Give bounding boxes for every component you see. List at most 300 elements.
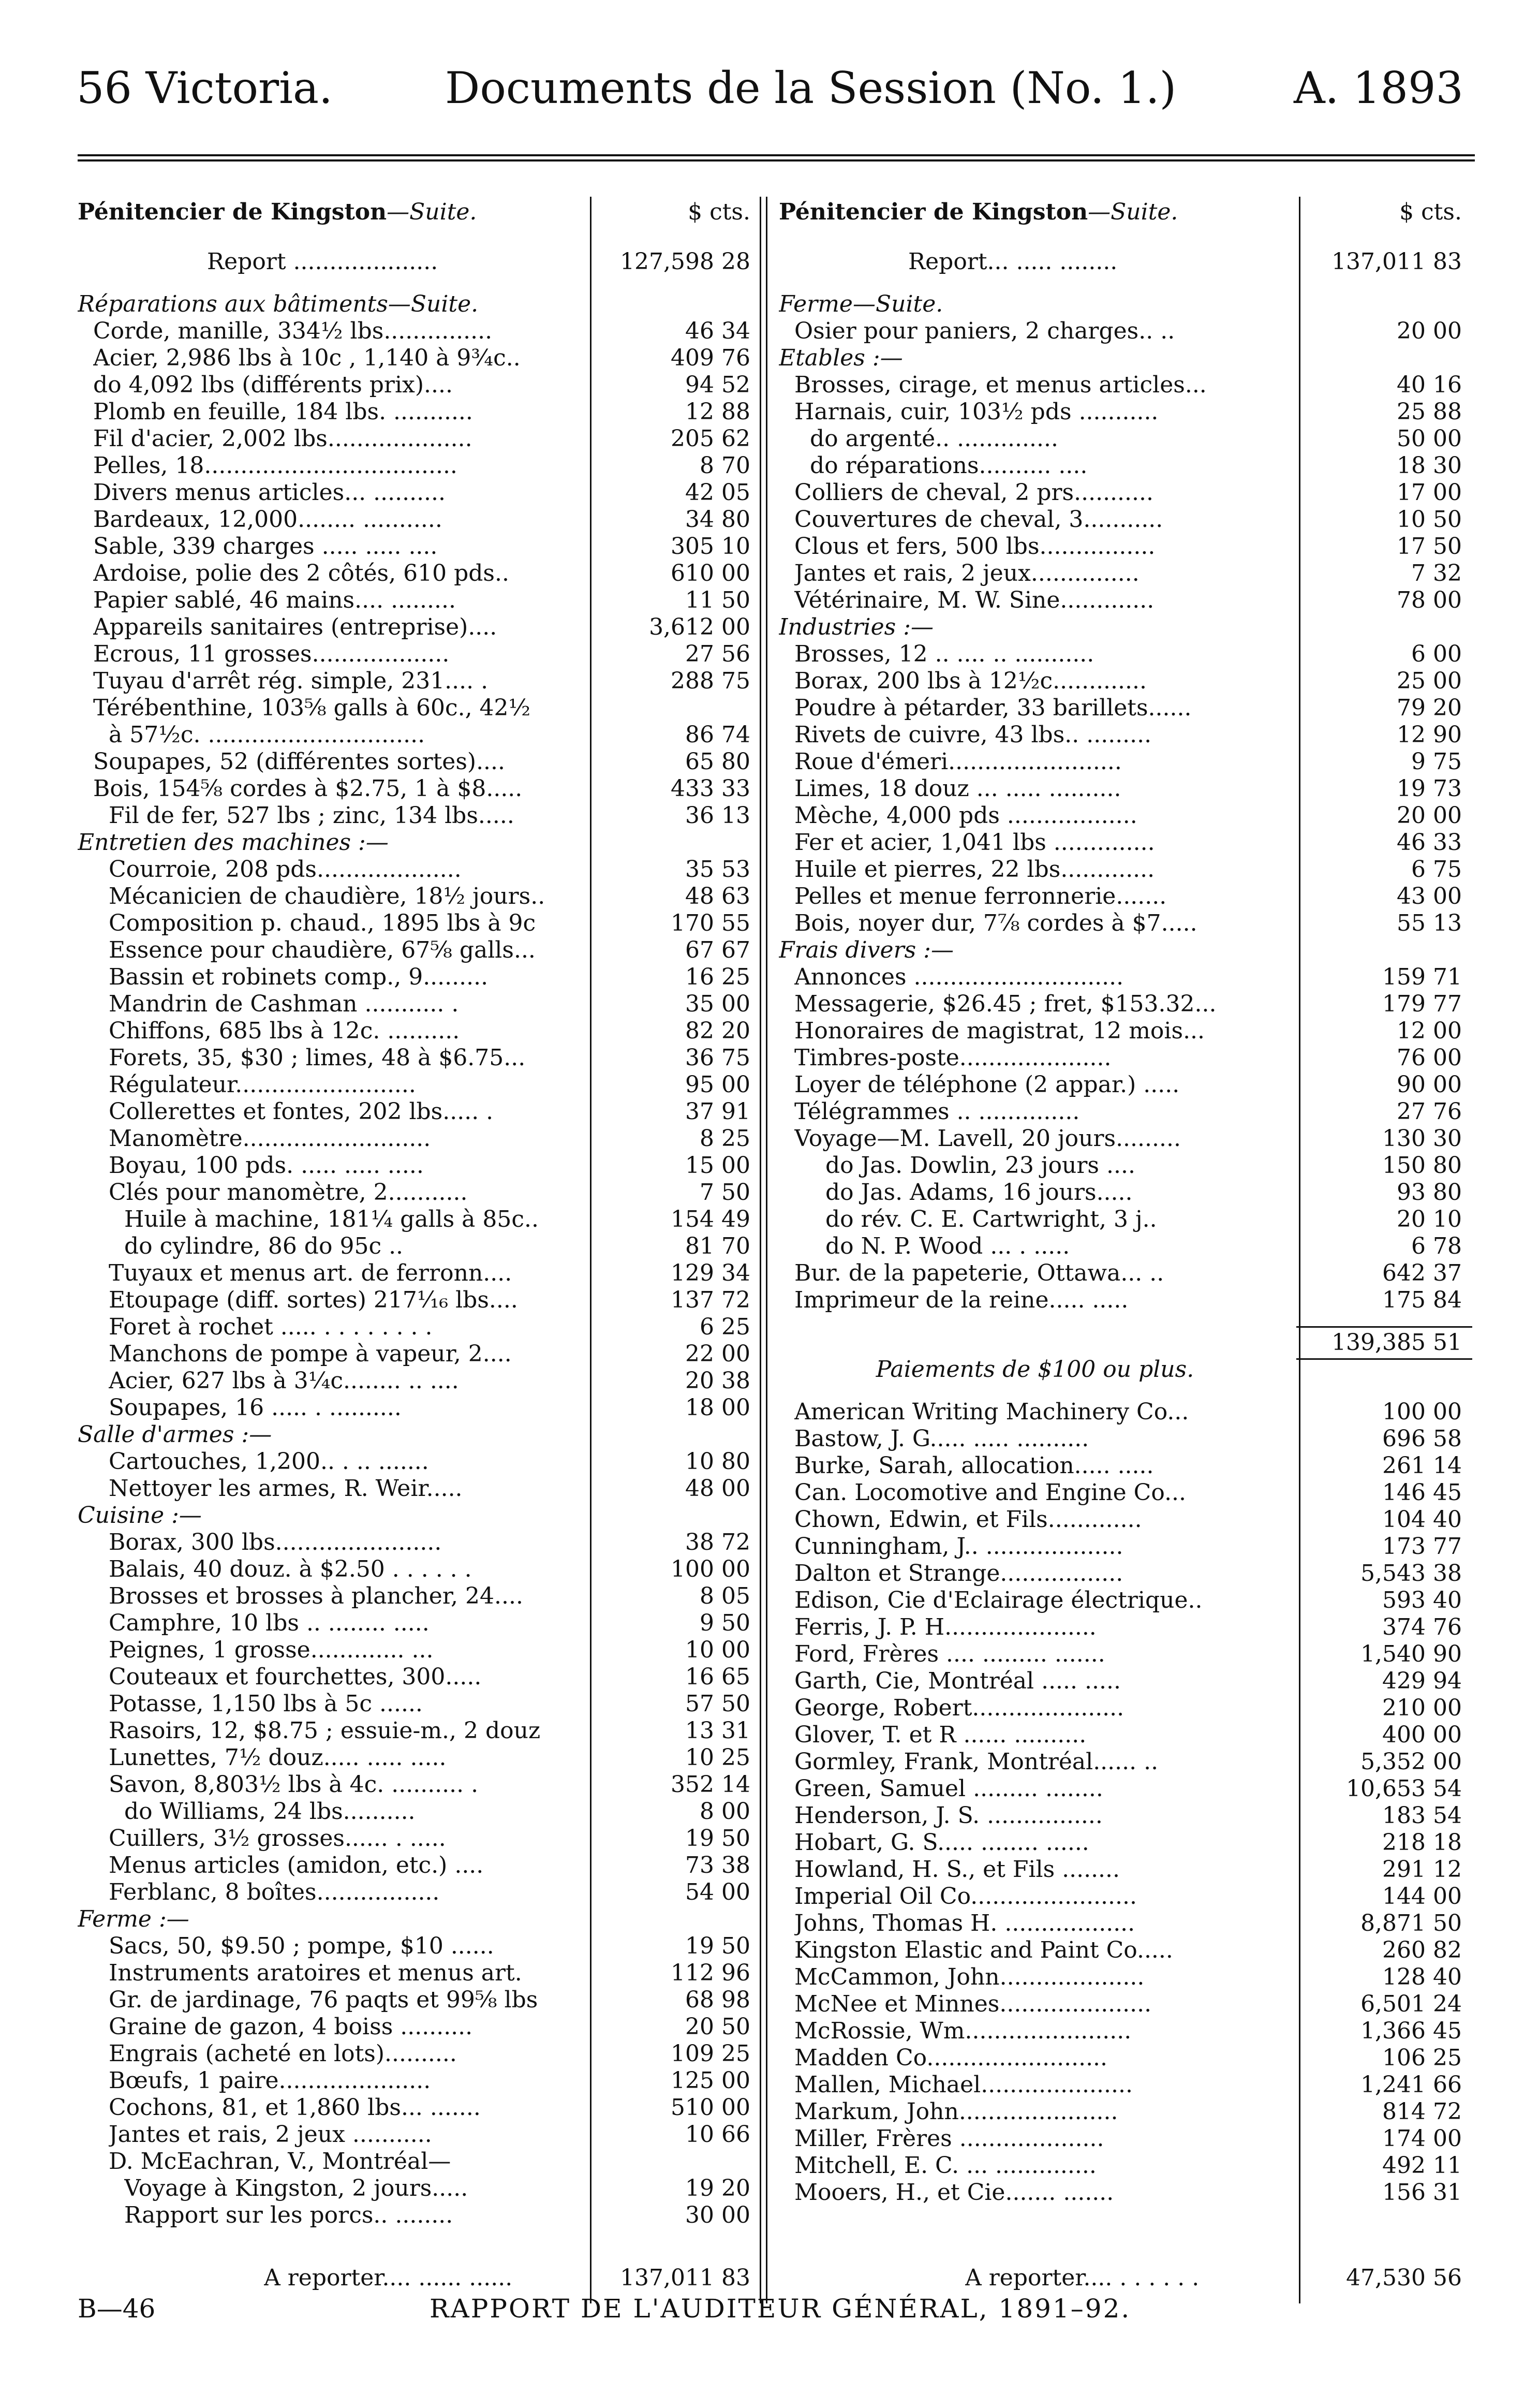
row-label: Gr. de jardinage, 76 paqts et 99⅝ lbs: [109, 1987, 538, 2013]
ledger-row: [78, 1233, 771, 1260]
row-amount: 130 30: [1382, 1125, 1462, 1152]
row-label: Bois, 154⅝ cordes à $2.75, 1 à $8.....: [93, 775, 523, 802]
row-label: Fil de fer, 527 lbs ; zinc, 134 lbs.....: [109, 802, 514, 829]
row-amount: 125 00: [671, 2067, 750, 2094]
row-label: Limes, 18 douz ... ..... ..........: [794, 775, 1121, 802]
center-divider-a: [760, 197, 761, 2303]
row-label: Pelles, 18...................................: [93, 452, 457, 479]
ledger-row: [779, 1426, 1472, 1452]
row-label: Boyau, 100 pds. ..... ..... .....: [109, 1152, 424, 1179]
row-label: Kingston Elastic and Paint Co.....: [794, 1937, 1173, 1963]
row-amount: 492 11: [1382, 2152, 1462, 2179]
row-amount: 95 00: [685, 1071, 750, 1098]
row-label: Madden Co.........................: [794, 2045, 1108, 2071]
row-label: Bastow, J. G..... ..... ..........: [794, 1426, 1089, 1452]
ledger-row: [78, 1394, 771, 1421]
ledger-row: [78, 1368, 771, 1394]
row-label: Brosses, cirage, et menus articles...: [794, 372, 1207, 398]
ledger-row: [779, 1991, 1472, 2018]
row-amount: 144 00: [1382, 1883, 1462, 1910]
ledger-row: [779, 2152, 1472, 2179]
row-amount: 352 14: [671, 1771, 750, 1798]
row-label: Couteaux et fourchettes, 300.....: [109, 1664, 482, 1690]
row-amount: 78 00: [1397, 587, 1462, 613]
ledger-row: [78, 1314, 771, 1341]
row-label: George, Robert.....................: [794, 1695, 1124, 1721]
ledger-row: [779, 1587, 1472, 1614]
row-label: Appareils sanitaires (entreprise)....: [93, 614, 497, 640]
row-label: Télégrammes .. ..............: [794, 1098, 1080, 1125]
ledger-row: [779, 1856, 1472, 1883]
row-amount: 146 45: [1382, 1479, 1462, 1506]
row-amount: 7 50: [700, 1179, 750, 1206]
row-amount: 8 70: [700, 452, 750, 479]
ledger-row: [779, 856, 1472, 883]
row-label: Acier, 2,986 lbs à 10c , 1,140 à 9¾c..: [93, 345, 521, 371]
row-amount: 86 74: [685, 722, 750, 748]
row-label: Imprimeur de la reine..... .....: [794, 1287, 1129, 1313]
ledger-row: [78, 1960, 771, 1987]
row-label: Rivets de cuivre, 43 lbs.. .........: [794, 722, 1152, 748]
ledger-row: [78, 1421, 771, 1448]
row-label: Mécanicien de chaudière, 18½ jours..: [109, 883, 545, 909]
row-amount: 68 98: [685, 1987, 750, 2013]
ledger-row: [78, 318, 771, 345]
ledger-row: [779, 1179, 1472, 1206]
row-label: Camphre, 10 lbs .. ........ .....: [109, 1610, 430, 1636]
row-label: Loyer de téléphone (2 appar.) .....: [794, 1071, 1180, 1098]
right-carry-amount: 47,530 56: [1346, 2265, 1462, 2291]
ledger-row: [78, 910, 771, 937]
row-amount: 128 40: [1382, 1964, 1462, 1990]
ledger-row: [779, 937, 1472, 964]
row-amount: 137 72: [671, 1287, 750, 1313]
row-amount: 12 90: [1397, 722, 1462, 748]
row-amount: 112 96: [671, 1960, 750, 1986]
row-label: Soupapes, 16 ..... . ..........: [109, 1394, 402, 1421]
row-label: Bassin et robinets comp., 9.........: [109, 964, 489, 990]
row-label: Engrais (acheté en lots)..........: [109, 2040, 457, 2067]
ledger-row: [78, 1475, 771, 1502]
ledger-row: [78, 2121, 771, 2148]
ledger-row: [779, 560, 1472, 587]
right-column-title: [779, 197, 1178, 228]
ledger-row: [779, 1614, 1472, 1641]
row-amount: 18 00: [685, 1394, 750, 1421]
row-amount: 510 00: [671, 2094, 750, 2121]
row-label: Imperial Oil Co.......................: [794, 1883, 1137, 1910]
row-label: do rév. C. E. Cartwright, 3 j..: [825, 1206, 1157, 1232]
row-amount: 261 14: [1382, 1452, 1462, 1479]
row-label: Bois, noyer dur, 7⅞ cordes à $7.....: [794, 910, 1197, 936]
right-carry-forward: [779, 2265, 1472, 2292]
row-amount: 16 65: [685, 1664, 750, 1690]
row-amount: 1,241 66: [1360, 2072, 1462, 2098]
ledger-row: [779, 1452, 1472, 1479]
ledger-row: [779, 1883, 1472, 1910]
ledger-row: [779, 506, 1472, 533]
row-amount: 35 53: [685, 856, 750, 883]
row-amount: 8,871 50: [1360, 1910, 1462, 1936]
ledger-row: [779, 1206, 1472, 1233]
ledger-row: [78, 506, 771, 533]
ledger-row: [78, 533, 771, 560]
row-label: Jantes et rais, 2 jeux ...........: [109, 2121, 432, 2148]
row-amount: 19 20: [685, 2175, 750, 2201]
ledger-row: [779, 345, 1472, 372]
row-label: Couvertures de cheval, 3...........: [794, 506, 1163, 533]
ledger-row: [779, 910, 1472, 937]
ledger-row: [779, 1356, 1472, 1383]
row-amount: 20 10: [1397, 1206, 1462, 1232]
row-amount: 6 00: [1411, 641, 1462, 667]
row-amount: 46 33: [1397, 829, 1462, 856]
row-amount: 17 00: [1397, 479, 1462, 506]
ledger-row: [779, 1641, 1472, 1668]
row-amount: 20 38: [685, 1368, 750, 1394]
row-label: Fil d'acier, 2,002 lbs....................: [93, 425, 472, 452]
row-amount: 19 73: [1397, 775, 1462, 802]
ledger-row: [78, 479, 771, 506]
right-carry-label: A reporter.... . . . . . .: [965, 2265, 1200, 2291]
ledger-row: [78, 856, 771, 883]
row-label: Sacs, 50, $9.50 ; pompe, $10 ......: [109, 1933, 494, 1959]
row-label: Mooers, H., et Cie....... .......: [794, 2179, 1114, 2206]
row-label: Honoraires de magistrat, 12 mois...: [794, 1018, 1205, 1044]
row-label: Cochons, 81, et 1,860 lbs... .......: [109, 2094, 481, 2121]
row-label: Réparations aux bâtiments—Suite.: [78, 291, 479, 317]
row-label: Graine de gazon, 4 boiss ..........: [109, 2014, 473, 2040]
row-amount: 10 50: [1397, 506, 1462, 533]
ledger-row: [779, 695, 1472, 722]
ledger-row: [78, 345, 771, 372]
ledger-row: [779, 587, 1472, 614]
ledger-row: [78, 1691, 771, 1717]
row-label: Paiements de $100 ou plus.: [876, 1356, 1194, 1383]
row-label: do 4,092 lbs (différents prix)....: [93, 372, 453, 398]
row-amount: 9 50: [700, 1610, 750, 1636]
row-label: Messagerie, $26.45 ; fret, $153.32...: [794, 991, 1217, 1017]
row-amount: 6 75: [1411, 856, 1462, 883]
row-label: Howland, H. S., et Fils ........: [794, 1856, 1120, 1883]
ledger-row: [779, 1125, 1472, 1152]
row-label: Térébenthine, 103⅝ galls à 60c., 42½: [93, 695, 531, 721]
ledger-row: [779, 425, 1472, 452]
row-label: Foret à rochet ..... . . . . . . . .: [109, 1314, 433, 1340]
row-label: Peignes, 1 grosse............. ...: [109, 1637, 434, 1663]
row-amount: 150 80: [1382, 1152, 1462, 1179]
ledger-row: [78, 2067, 771, 2094]
left-carry-forward: [78, 2265, 761, 2292]
row-amount: 18 30: [1397, 452, 1462, 479]
row-label: American Writing Machinery Co...: [794, 1399, 1189, 1425]
row-amount: 170 55: [671, 910, 750, 936]
ledger-row: [78, 372, 771, 399]
left-title-suffix: —Suite.: [387, 199, 477, 225]
row-amount: 10 80: [685, 1448, 750, 1475]
row-amount: 46 34: [685, 318, 750, 344]
row-label: do Jas. Adams, 16 jours.....: [825, 1179, 1133, 1206]
row-label: Timbres-poste.....................: [794, 1045, 1112, 1071]
row-amount: 409 76: [671, 345, 750, 371]
ledger-row: [78, 2175, 771, 2202]
row-amount: 179 77: [1382, 991, 1462, 1017]
row-amount: 100 00: [1382, 1399, 1462, 1425]
ledger-row: [78, 1987, 771, 2014]
row-amount: 814 72: [1382, 2098, 1462, 2125]
left-carry-label: A reporter.... ...... ......: [264, 2265, 513, 2291]
ledger-row: [779, 479, 1472, 506]
ledger-row: [78, 1125, 771, 1152]
ledger-row: [779, 452, 1472, 479]
ledger-row: [78, 1045, 771, 1071]
row-label: Entretien des machines :—: [78, 829, 389, 856]
row-label: Tuyau d'arrêt rég. simple, 231.... .: [93, 668, 489, 694]
row-amount: 610 00: [671, 560, 750, 586]
row-amount: 27 76: [1397, 1098, 1462, 1125]
row-label: Garth, Cie, Montréal ..... .....: [794, 1668, 1121, 1694]
row-amount: 156 31: [1382, 2179, 1462, 2206]
ledger-row: [78, 748, 771, 775]
row-label: McRossie, Wm.......................: [794, 2018, 1132, 2044]
row-amount: 6 25: [700, 1314, 750, 1340]
row-amount: 36 13: [685, 802, 750, 829]
row-label: à 57½c. ..............................: [109, 722, 425, 748]
ledger-row: [779, 1479, 1472, 1506]
row-label: Mandrin de Cashman ........... .: [109, 991, 459, 1017]
row-label: Cartouches, 1,200.. . .. .......: [109, 1448, 429, 1475]
row-amount: 93 80: [1397, 1179, 1462, 1206]
document-year: A. 1893: [1294, 63, 1463, 113]
row-amount: 48 00: [685, 1475, 750, 1502]
ledger-row: [78, 614, 771, 641]
row-amount: 13 31: [685, 1717, 750, 1744]
ledger-row: [779, 1749, 1472, 1775]
left-amount-divider: [590, 197, 591, 2303]
row-label: Ford, Frères .... ......... .......: [794, 1641, 1105, 1667]
row-amount: 20 00: [1397, 802, 1462, 829]
header-rule-top: [78, 154, 1475, 156]
ledger-row: [779, 802, 1472, 829]
ledger-row: [78, 1071, 771, 1098]
row-label: Industries :—: [779, 614, 934, 640]
row-amount: 288 75: [671, 668, 750, 694]
row-label: Essence pour chaudière, 67⅝ galls...: [109, 937, 536, 963]
row-label: Brosses, 12 .. .... .. ...........: [794, 641, 1094, 667]
row-label: Henderson, J. S. ................: [794, 1802, 1103, 1829]
right-amount-header: $ cts.: [1399, 199, 1462, 225]
row-amount: 205 62: [671, 425, 750, 452]
row-amount: 67 67: [685, 937, 750, 963]
ledger-row: [78, 1744, 771, 1771]
ledger-row: [78, 1018, 771, 1045]
row-label: Balais, 40 douz. à $2.50 . . . . . .: [109, 1556, 472, 1582]
ledger-row: [779, 399, 1472, 425]
ledger-row: [78, 2202, 771, 2229]
ledger-row: [78, 1206, 771, 1233]
ledger-row: [78, 1637, 771, 1664]
row-label: Etoupage (diff. sortes) 217⅟₁₆ lbs....: [109, 1287, 518, 1313]
ledger-row: [78, 560, 771, 587]
row-label: Collerettes et fontes, 202 lbs..... .: [109, 1098, 494, 1125]
row-amount: 12 88: [685, 399, 750, 425]
ledger-row: [78, 1771, 771, 1798]
row-amount: 429 94: [1382, 1668, 1462, 1694]
row-amount: 291 12: [1382, 1856, 1462, 1883]
row-label: Colliers de cheval, 2 prs...........: [794, 479, 1153, 506]
center-divider-b: [766, 197, 767, 2303]
ledger-row: [779, 883, 1472, 910]
row-amount: 8 05: [700, 1583, 750, 1609]
row-amount: 100 00: [671, 1556, 750, 1582]
row-amount: 12 00: [1397, 1018, 1462, 1044]
row-amount: 5,352 00: [1360, 1749, 1462, 1775]
row-amount: 6,501 24: [1360, 1991, 1462, 2017]
ledger-row: [779, 775, 1472, 802]
row-amount: 22 00: [685, 1341, 750, 1367]
ledger-row: [779, 1533, 1472, 1560]
row-label: Mèche, 4,000 pds ..................: [794, 802, 1137, 829]
right-title-suffix: —Suite.: [1088, 199, 1178, 225]
row-amount: 305 10: [671, 533, 750, 560]
ledger-row: [779, 1018, 1472, 1045]
row-label: do cylindre, 86 do 95c ..: [124, 1233, 404, 1259]
row-amount: 50 00: [1397, 425, 1462, 452]
row-amount: 55 13: [1397, 910, 1462, 936]
ledger-row: [78, 668, 771, 695]
row-amount: 8 25: [700, 1125, 750, 1152]
ledger-row: [78, 775, 771, 802]
session-volume: 56 Victoria.: [77, 63, 333, 113]
row-label: Chiffons, 685 lbs à 12c. ..........: [109, 1018, 460, 1044]
row-label: Savon, 8,803½ lbs à 4c. .......... .: [109, 1771, 479, 1798]
row-amount: 30 00: [685, 2202, 750, 2228]
row-amount: 36 75: [685, 1045, 750, 1071]
ledger-row: [779, 2125, 1472, 2152]
row-label: Voyage à Kingston, 2 jours.....: [124, 2175, 468, 2201]
row-amount: 374 76: [1382, 1614, 1462, 1640]
ledger-row: [78, 1933, 771, 1960]
row-label: Mitchell, E. C. ... ..............: [794, 2152, 1097, 2179]
row-amount: 38 72: [685, 1529, 750, 1555]
row-label: Gormley, Frank, Montréal...... ..: [794, 1749, 1159, 1775]
row-label: Manomètre..........................: [109, 1125, 431, 1152]
subtotal-rule: [1296, 1326, 1472, 1328]
ledger-row: [78, 291, 771, 318]
row-label: Clés pour manomètre, 2...........: [109, 1179, 468, 1206]
row-amount: 82 20: [685, 1018, 750, 1044]
row-amount: 1,366 45: [1360, 2018, 1462, 2044]
ledger-row: [779, 1560, 1472, 1587]
row-amount: 127,598 28: [620, 248, 750, 275]
row-amount: 7 32: [1411, 560, 1462, 586]
document-title: Documents de la Session (No. 1.): [445, 63, 1177, 113]
ledger-row: [779, 1399, 1472, 1426]
left-carry-amount: 137,011 83: [620, 2265, 750, 2291]
row-amount: 16 25: [685, 964, 750, 990]
page-number: B—46: [78, 2294, 156, 2324]
row-label: Mallen, Michael.....................: [794, 2072, 1133, 2098]
row-label: Clous et fers, 500 lbs................: [794, 533, 1156, 560]
row-label: Cuillers, 3½ grosses...... . .....: [109, 1825, 446, 1852]
row-amount: 10,653 54: [1346, 1775, 1462, 1802]
ledger-row: [78, 2148, 771, 2175]
row-label: Ardoise, polie des 2 côtés, 610 pds..: [93, 560, 509, 586]
row-label: Bardeaux, 12,000........ ...........: [93, 506, 442, 533]
row-label: Green, Samuel ......... ........: [794, 1775, 1103, 1802]
row-label: Menus articles (amidon, etc.) ....: [109, 1852, 484, 1878]
row-amount: 173 77: [1382, 1533, 1462, 1560]
row-amount: 593 40: [1382, 1587, 1462, 1613]
row-label: Harnais, cuir, 103½ pds ...........: [794, 399, 1159, 425]
right-amount-divider: [1299, 197, 1300, 2303]
ledger-row: [779, 829, 1472, 856]
right-title-bold: Pénitencier de Kingston: [779, 199, 1088, 225]
ledger-row: [779, 2179, 1472, 2206]
row-label: Salle d'armes :—: [78, 1421, 272, 1448]
ledger-row: [78, 1502, 771, 1529]
row-label: Plomb en feuille, 184 lbs. ...........: [93, 399, 473, 425]
row-label: Sable, 339 charges ..... ..... ....: [93, 533, 438, 560]
ledger-row: [78, 2014, 771, 2040]
ledger-row: [779, 1802, 1472, 1829]
row-amount: 106 25: [1382, 2045, 1462, 2071]
ledger-row: [779, 2072, 1472, 2098]
row-label: Huile et pierres, 22 lbs.............: [794, 856, 1155, 883]
row-label: Johns, Thomas H. ..................: [794, 1910, 1135, 1936]
row-label: Etables :—: [779, 345, 903, 371]
ledger-row: [779, 1722, 1472, 1749]
row-amount: 90 00: [1397, 1071, 1462, 1098]
ledger-row: [78, 1610, 771, 1637]
row-label: Borax, 200 lbs à 12½c.............: [794, 668, 1147, 694]
row-label: Osier pour paniers, 2 charges.. ..: [794, 318, 1175, 344]
ledger-row: [779, 1233, 1472, 1260]
ledger-row: [779, 1260, 1472, 1287]
row-amount: 5,543 38: [1360, 1560, 1462, 1587]
row-amount: 109 25: [671, 2040, 750, 2067]
row-amount: 9 75: [1411, 748, 1462, 775]
row-amount: 48 63: [685, 883, 750, 909]
row-amount: 6 78: [1411, 1233, 1462, 1259]
ledger-row: [78, 829, 771, 856]
ledger-row: [779, 372, 1472, 399]
ledger-row: [779, 318, 1472, 345]
row-amount: 10 66: [685, 2121, 750, 2148]
ledger-row: [779, 991, 1472, 1018]
row-amount: 79 20: [1397, 695, 1462, 721]
row-amount: 81 70: [685, 1233, 750, 1259]
row-amount: 696 58: [1382, 1426, 1462, 1452]
row-label: Huile à machine, 181¼ galls à 85c..: [124, 1206, 539, 1232]
row-amount: 34 80: [685, 506, 750, 533]
row-label: do argenté.. ..............: [810, 425, 1058, 452]
row-amount: 10 00: [685, 1637, 750, 1663]
row-amount: 129 34: [671, 1260, 750, 1286]
row-label: Annonces .............................: [794, 964, 1124, 990]
ledger-row: [78, 399, 771, 425]
row-amount: 25 88: [1397, 399, 1462, 425]
row-amount: 76 00: [1397, 1045, 1462, 1071]
row-amount: 8 00: [700, 1798, 750, 1825]
row-amount: 42 05: [685, 479, 750, 506]
row-label: Report ....................: [207, 248, 438, 275]
row-label: Roue d'émeri........................: [794, 748, 1122, 775]
row-amount: 65 80: [685, 748, 750, 775]
row-label: Borax, 300 lbs.......................: [109, 1529, 442, 1555]
ledger-row: [779, 248, 1472, 275]
row-label: Nettoyer les armes, R. Weir.....: [109, 1475, 463, 1502]
